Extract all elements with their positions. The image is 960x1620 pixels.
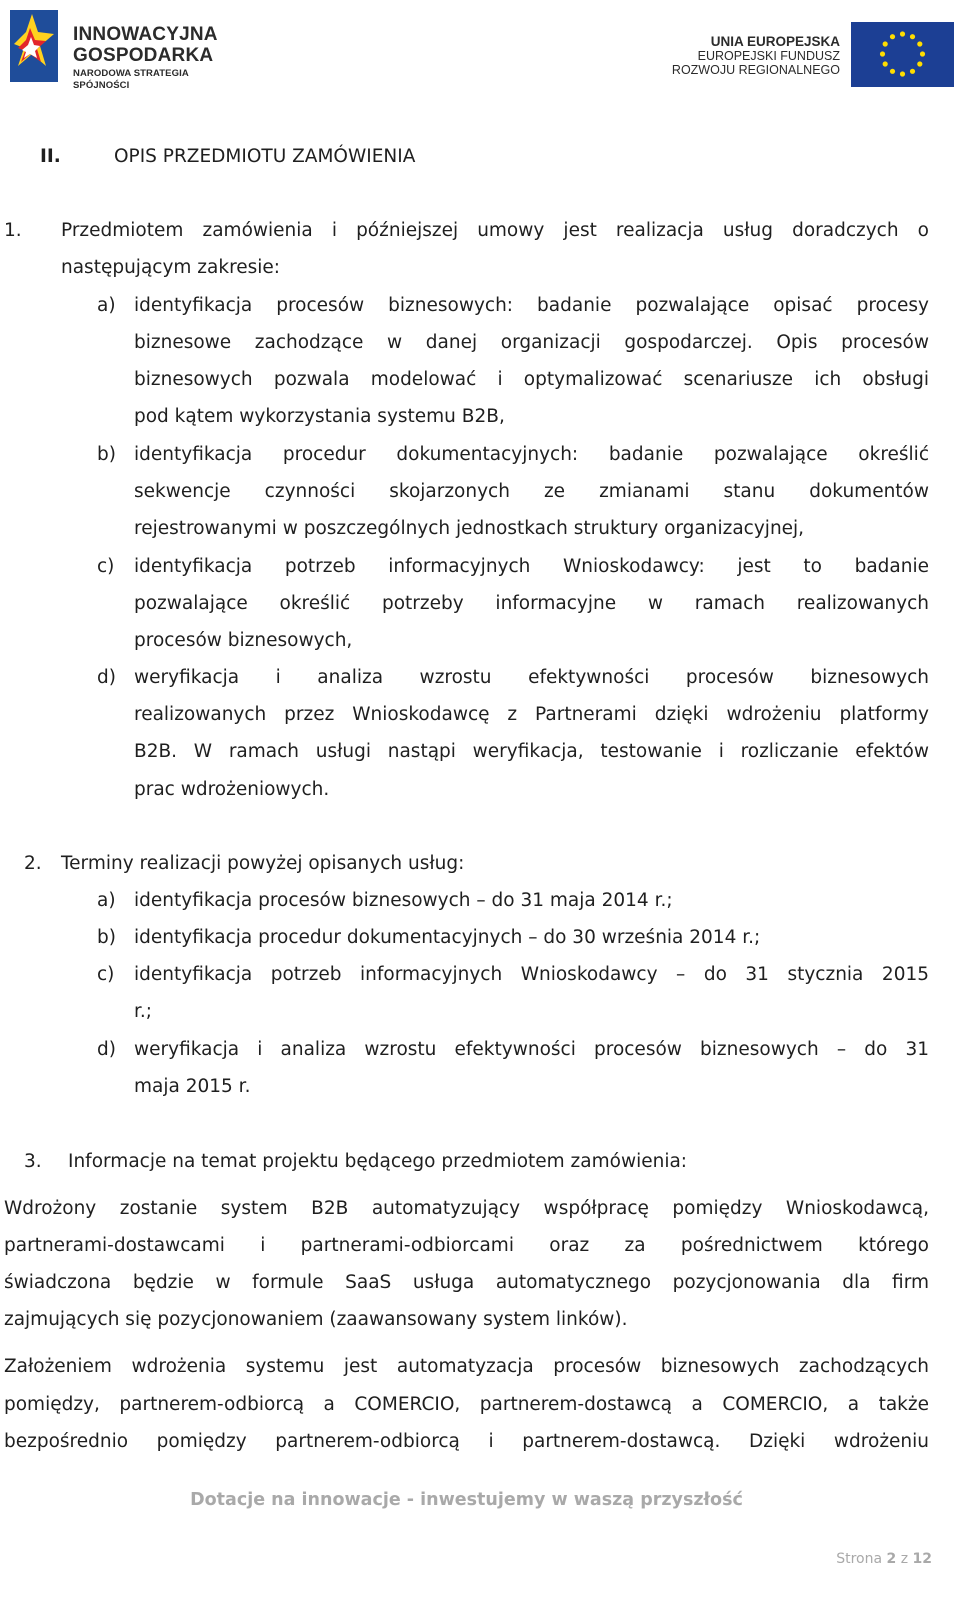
point-3-number: 3. <box>24 1151 42 1172</box>
page-separator: z <box>900 1551 909 1567</box>
star-logo-icon <box>6 4 66 88</box>
eu-line-rozwoju: ROZWOJU REGIONALNEGO <box>671 63 840 77</box>
item-2c-marker: c) <box>97 964 115 985</box>
item-2b-marker: b) <box>97 927 116 948</box>
page-current: 2 <box>886 1551 897 1567</box>
item-2b-line-1: identyfikacja procedur dokumentacyjnych – do 30 września 2014 r.; <box>134 927 761 948</box>
item-2c-line-1: identyfikacja potrzeb informacyjnych Wnioskodawcy – do 31 stycznia 2015 <box>134 964 929 985</box>
paragraph-2-line-1: Założeniem wdrożenia systemu jest automatyzacja procesów biznesowych zachodzących <box>4 1356 929 1377</box>
item-2d-marker: d) <box>97 1039 116 1060</box>
item-1c-line-1: identyfikacja potrzeb informacyjnych Wnioskodawcy: jest to badanie <box>134 556 929 577</box>
logo-line-innowacyjna: INNOWACYJNA <box>73 24 218 45</box>
item-2c-line-2: r.; <box>134 1001 153 1022</box>
footer-slogan: Dotacje na innowacje - inwestujemy w waszą przyszłość <box>190 1490 743 1510</box>
item-1c-line-2: pozwalające określić potrzeby informacyjne w ramach realizowanych <box>134 593 929 614</box>
item-1d-marker: d) <box>97 667 116 688</box>
item-1b-marker: b) <box>97 444 116 465</box>
item-2a-line-1: identyfikacja procesów biznesowych – do 31 maja 2014 r.; <box>134 890 673 911</box>
page-number <box>836 1551 932 1567</box>
item-1d-line-2: realizowanych przez Wnioskodawcę z Partnerami dzięki wdrożeniu platformy <box>134 704 929 725</box>
page-total: 12 <box>912 1551 932 1567</box>
item-1b-line-2: sekwencje czynności skojarzonych ze zmianami stanu dokumentów <box>134 481 929 502</box>
point-1-intro-line-2: następującym zakresie: <box>61 257 281 278</box>
item-1c-marker: c) <box>97 556 115 577</box>
item-1a-marker: a) <box>97 295 116 316</box>
point-1-intro-line-1: Przedmiotem zamówienia i późniejszej umowy jest realizacja usług doradczych o <box>61 220 929 241</box>
point-3-intro: Informacje na temat projektu będącego przedmiotem zamówienia: <box>68 1151 688 1172</box>
point-1-number: 1. <box>4 220 22 241</box>
paragraph-1-line-2: partnerami-dostawcami i partnerami-odbiorcami oraz za pośrednictwem którego <box>4 1235 929 1256</box>
innowacyjna-gospodarka-logo <box>6 4 246 91</box>
item-1c-line-3: procesów biznesowych, <box>134 630 353 651</box>
item-1b-line-1: identyfikacja procedur dokumentacyjnych: badanie pozwalające określić <box>134 444 929 465</box>
eu-logo <box>660 22 960 88</box>
point-2-intro: Terminy realizacji powyżej opisanych usług: <box>61 853 465 874</box>
eu-line-fundusz: EUROPEJSKI FUNDUSZ <box>697 49 840 63</box>
eu-line-unia: UNIA EUROPEJSKA <box>710 34 840 49</box>
paragraph-1-line-3: świadczona będzie w formule SaaS usługa automatycznego pozycjonowania dla firm <box>4 1272 929 1293</box>
item-1b-line-3: rejestrowanymi w poszczególnych jednostkach struktury organizacyjnej, <box>134 518 805 539</box>
page-prefix: Strona <box>836 1551 883 1567</box>
paragraph-1-line-4: zajmujących się pozycjonowaniem (zaawansowany system linków). <box>4 1309 628 1330</box>
eu-flag-icon <box>851 22 954 87</box>
item-2a-marker: a) <box>97 890 116 911</box>
item-2d-line-2: maja 2015 r. <box>134 1076 251 1097</box>
logo-line-strategia: NARODOWA STRATEGIA SPÓJNOŚCI <box>73 68 189 91</box>
item-1a-line-1: identyfikacja procesów biznesowych: badanie pozwalające opisać procesy <box>134 295 929 316</box>
item-1a-line-4: pod kątem wykorzystania systemu B2B, <box>134 406 505 427</box>
item-1d-line-4: prac wdrożeniowych. <box>134 779 330 800</box>
paragraph-1-line-1: Wdrożony zostanie system B2B automatyzujący współpracę pomiędzy Wnioskodawcą, <box>4 1198 929 1219</box>
point-2-number: 2. <box>24 853 42 874</box>
item-1a-line-2: biznesowe zachodzące w danej organizacji gospodarczej. Opis procesów <box>134 332 929 353</box>
logo-line-gospodarka: GOSPODARKA <box>73 45 214 66</box>
item-1d-line-3: B2B. W ramach usługi nastąpi weryfikacja, testowanie i rozliczanie efektów <box>134 741 929 762</box>
item-2d-line-1: weryfikacja i analiza wzrostu efektywności procesów biznesowych – do 31 <box>134 1039 929 1060</box>
paragraph-2-line-2: pomiędzy, partnerem-odbiorcą a COMERCIO, partnerem-dostawcą a COMERCIO, a także <box>4 1394 929 1415</box>
section-number: II. <box>40 146 61 167</box>
section-title: OPIS PRZEDMIOTU ZAMÓWIENIA <box>114 146 416 167</box>
item-1d-line-1: weryfikacja i analiza wzrostu efektywności procesów biznesowych <box>134 667 929 688</box>
paragraph-2-line-3: bezpośrednio pomiędzy partnerem-odbiorcą i partnerem-dostawcą. Dzięki wdrożeniu <box>4 1431 929 1452</box>
item-1a-line-3: biznesowych pozwala modelować i optymalizować scenariusze ich obsługi <box>134 369 929 390</box>
